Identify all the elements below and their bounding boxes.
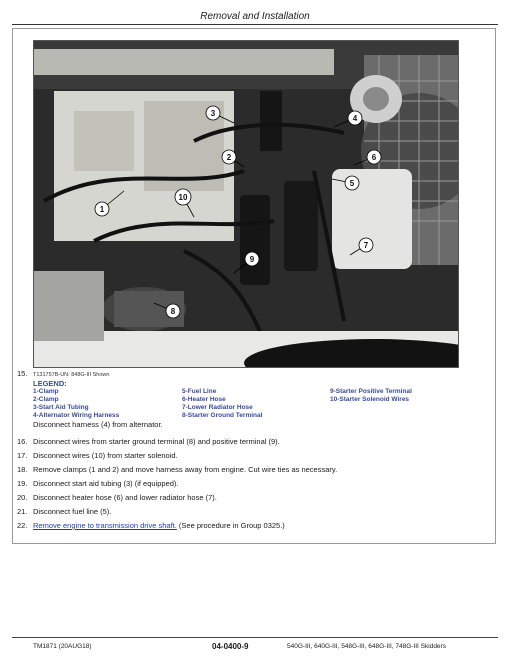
step-20-number: 20. [17, 493, 28, 502]
legend-item-9: 9-Starter Positive Terminal [330, 388, 412, 395]
figure-caption: T131757B-UN: 848G-III Shown [33, 372, 110, 378]
callout-3-label: 3 [210, 109, 216, 118]
legend-item-8: 8-Starter Ground Terminal [182, 412, 263, 419]
callout-6-label: 6 [371, 153, 377, 162]
legend-item-7: 7-Lower Radiator Hose [182, 404, 253, 411]
legend-item-4: 4-Alternator Wiring Harness [33, 412, 120, 419]
step-19-text: Disconnect start aid tubing (3) (if equipped). [33, 479, 179, 488]
step-15-text: Disconnect harness (4) from alternator. [33, 420, 163, 429]
callout-2-label: 2 [226, 153, 232, 162]
step-15-number: 15. [17, 369, 28, 378]
callout-10-label: 10 [178, 193, 188, 202]
step-21-text: Disconnect fuel line (5). [33, 507, 112, 516]
footer-rule [12, 637, 498, 638]
step-20-text: Disconnect heater hose (6) and lower radiator hose (7). [33, 493, 217, 502]
step-16-text: Disconnect wires from starter ground terminal (8) and positive terminal (9). [33, 437, 280, 446]
callout-5-label: 5 [349, 179, 355, 188]
step-16-number: 16. [17, 437, 28, 446]
callout-7-label: 7 [363, 241, 369, 250]
step-22-text-line [33, 521, 285, 530]
legend-item-10: 10-Starter Solenoid Wires [330, 396, 410, 403]
callout-9-label: 9 [249, 255, 255, 264]
remove-drive-shaft-link[interactable]: Remove engine to transmission drive shaft. [33, 521, 177, 530]
legend-item-3: 3-Start Aid Tubing [33, 404, 89, 411]
step-17-number: 17. [17, 451, 28, 460]
footer-models: 540G-III, 640G-III, 548G-III, 648G-III, 748G-III Skidders [287, 643, 446, 650]
step-22-text: (See procedure in Group 0325.) [176, 521, 285, 530]
engine-photo [33, 40, 459, 368]
step-21-number: 21. [17, 507, 28, 516]
footer-doc-id: TM1871 (20AUG18) [33, 643, 92, 650]
callout-4-label: 4 [352, 114, 358, 123]
step-19-number: 19. [17, 479, 28, 488]
step-22-number: 22. [17, 521, 28, 530]
legend-item-5: 5-Fuel Line [182, 388, 217, 395]
legend-item-6: 6-Heater Hose [182, 396, 226, 403]
header-rule [12, 24, 498, 25]
callout-1-label: 1 [99, 205, 105, 214]
callout-8-label: 8 [170, 307, 176, 316]
step-18-text: Remove clamps (1 and 2) and move harness away from engine. Cut wire ties as necessary. [33, 465, 338, 474]
legend-item-2: 2-Clamp [33, 396, 59, 403]
legend-title: LEGEND: [33, 379, 67, 388]
page-header-title: Removal and Installation [200, 11, 310, 22]
step-18-number: 18. [17, 465, 28, 474]
legend-item-1: 1-Clamp [33, 388, 59, 395]
step-17-text: Disconnect wires (10) from starter solenoid. [33, 451, 178, 460]
footer-page-number: 04-0400-9 [212, 642, 249, 651]
